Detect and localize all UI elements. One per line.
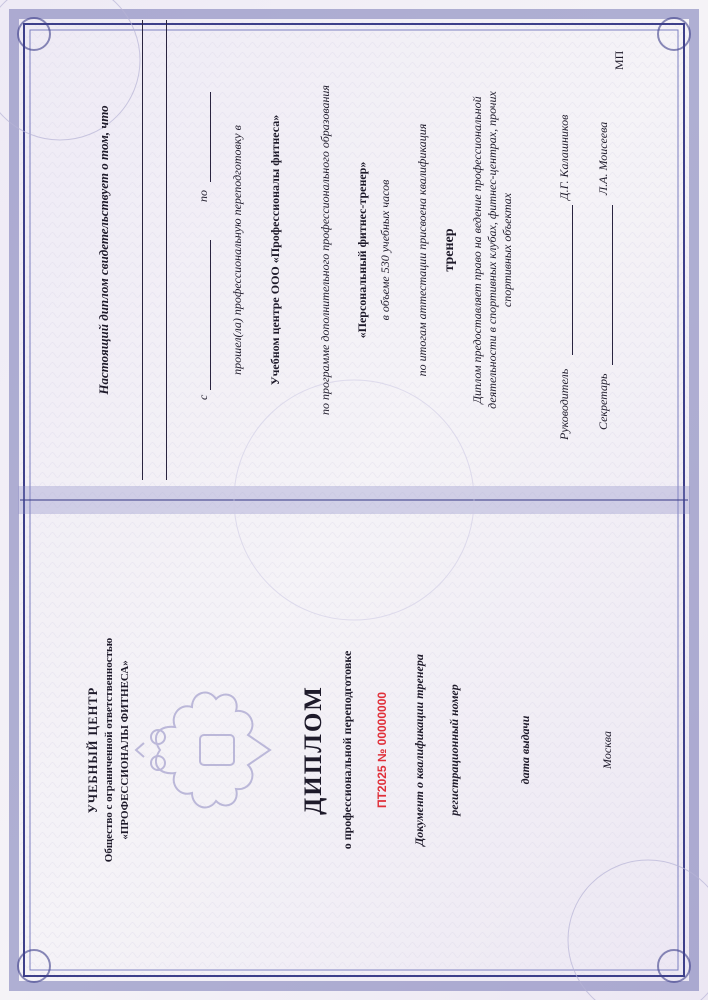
- issue-date-label: дата выдачи: [518, 715, 532, 785]
- doc-number: ПТ2025 № 00000000: [375, 691, 389, 809]
- from-date-line: [210, 240, 211, 390]
- qualification: тренер: [442, 228, 457, 272]
- stamp-label: МП: [612, 50, 626, 70]
- secretary-label: Секретарь: [596, 373, 610, 430]
- head-name: Д.Г. Калашников: [557, 114, 571, 200]
- name-line-2: [166, 20, 167, 480]
- doc-qualification-line: Документ о квалификации тренера: [412, 654, 426, 846]
- center-name: Учебном центре ООО «Профессионалы фитнеса»: [268, 114, 282, 386]
- passed-text: прошел(ла) профессиональную переподготовку в: [230, 125, 244, 375]
- secretary-name: Л.А. Моисеева: [596, 121, 610, 195]
- to-label: по: [196, 190, 210, 202]
- org-title: УЧЕБНЫЙ ЦЕНТР: [86, 686, 100, 814]
- org-line-1: Общество с ограниченной ответственностью: [103, 637, 115, 863]
- doc-title: ДИПЛОМ: [300, 685, 327, 815]
- program-name: «Персональный фитнес-тренер»: [355, 161, 369, 339]
- hours: в объеме 530 учебных часов: [378, 179, 392, 321]
- doc-subtitle: о профессиональной переподготовке: [340, 650, 354, 850]
- from-label: с: [196, 394, 210, 400]
- attestation: по итогам аттестации присвоена квалификация: [415, 123, 429, 377]
- head-label: Руководитель: [557, 368, 571, 440]
- to-date-line: [210, 92, 211, 182]
- city: Москва: [600, 731, 614, 769]
- rights-line-1: Диплом предоставляет право на ведение профессиональной: [470, 96, 484, 404]
- cover-panel: [0, 500, 708, 1000]
- rights-line-2: деятельности в спортивных клубах, фитнес-центрах, прочих: [485, 91, 499, 409]
- org-line-2: «ПРОФЕССИОНАЛЫ ФИТНЕСА»: [119, 660, 131, 840]
- name-line-1: [142, 20, 143, 480]
- header-line: Настоящий диплом свидетельствует о том, что: [96, 105, 111, 395]
- secretary-signature-line: [612, 205, 613, 365]
- eagle-emblem-icon: [130, 665, 300, 835]
- head-signature-line: [572, 205, 573, 355]
- registration-label: регистрационный номер: [447, 684, 461, 816]
- rights-line-3: спортивных объектах: [500, 192, 514, 308]
- program-intro: по программе дополнительного профессионального образования: [318, 85, 332, 415]
